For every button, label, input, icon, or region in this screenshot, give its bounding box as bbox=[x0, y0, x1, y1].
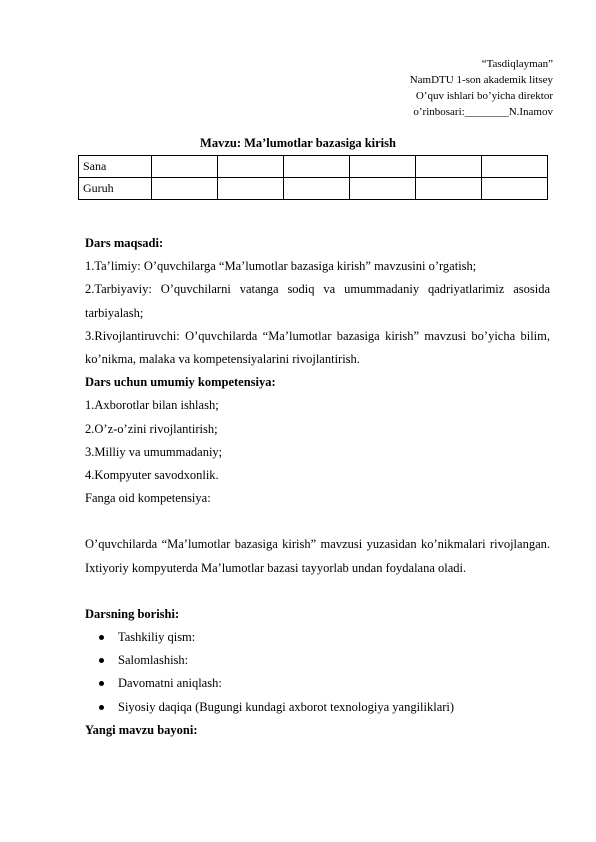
new-topic-heading: Yangi mavzu bayoni: bbox=[85, 722, 198, 737]
schedule-table bbox=[78, 155, 548, 200]
table-cell bbox=[284, 156, 350, 178]
table-row bbox=[79, 156, 548, 178]
spacer bbox=[85, 580, 550, 603]
approval-line: O’quv ishlari bo’yicha direktor bbox=[415, 90, 553, 102]
approval-line: “Tasdiqlayman” bbox=[481, 58, 553, 70]
table-row-label: Sana bbox=[79, 156, 152, 178]
goals-heading: Dars maqsadi: bbox=[85, 236, 164, 250]
bullet-icon bbox=[99, 681, 104, 686]
competence-heading: Dars uchun umumiy kompetensiya: bbox=[85, 375, 276, 390]
table-cell bbox=[350, 156, 416, 178]
table-cell bbox=[152, 156, 218, 178]
competence-item: 1.Axborotlar bilan ishlash; bbox=[85, 398, 219, 413]
table-cell bbox=[218, 156, 284, 178]
lesson-body bbox=[85, 232, 550, 742]
competence-item: 2.O’z-o’zini rivojlantirish; bbox=[85, 421, 218, 436]
table-row bbox=[79, 178, 548, 200]
bullet-icon bbox=[99, 658, 104, 663]
table-cell bbox=[482, 178, 548, 200]
bullet-icon bbox=[99, 705, 104, 710]
approval-line: o’rinbosari:________N.Inamov bbox=[413, 106, 553, 118]
page-title: Mavzu: Ma’lumotlar bazasiga kirish bbox=[200, 136, 396, 150]
goal-item: 3.Rivojlantiruvchi: O’quvchilarda “Ma’lumotlar bazasiga kirish” mavzusi bo’yicha bilim, ko’nikma, malaka va kompetensiyalarini rivojlantirish. bbox=[85, 328, 550, 367]
table-cell bbox=[350, 178, 416, 200]
bullet-icon bbox=[99, 635, 104, 640]
table-row-label: Guruh bbox=[79, 178, 152, 200]
outcome-paragraph: O’quvchilarda “Ma’lumotlar bazasiga kirish” mavzusi yuzasidan ko’nikmalari rivojlangan. Ixtiyoriy kompyuterda Ma’lumotlar bazasi tayyorlab undan foydalana oladi. bbox=[85, 537, 550, 575]
table-cell bbox=[416, 178, 482, 200]
goal-item: 1.Ta’limiy: O’quvchilarga “Ma’lumotlar bazasiga kirish” mavzusini o’rgatish; bbox=[85, 259, 477, 274]
table-cell bbox=[218, 178, 284, 200]
list-item bbox=[99, 649, 550, 672]
list-item-label: Salomlashish: bbox=[118, 653, 189, 668]
table-cell bbox=[284, 178, 350, 200]
competence-item: 3.Milliy va umummadaniy; bbox=[85, 444, 223, 459]
table-cell bbox=[482, 156, 548, 178]
competence-item: 4.Kompyuter savodxonlik. bbox=[85, 468, 219, 483]
list-item bbox=[99, 626, 550, 649]
list-item-label: Siyosiy daqiqa (Bugungi kundagi axborot texnologiya yangiliklari) bbox=[118, 699, 455, 714]
list-item bbox=[99, 672, 550, 695]
progress-list bbox=[85, 626, 550, 719]
approval-line: NamDTU 1-son akademik litsey bbox=[409, 74, 553, 86]
spacer bbox=[85, 510, 550, 533]
goal-item: 2.Tarbiyaviy: O’quvchilarni vatanga sodiq va umummadaniy qadriyatlarimiz asosida tarbiyalash; bbox=[85, 282, 550, 320]
table-cell bbox=[152, 178, 218, 200]
progress-heading: Darsning borishi: bbox=[85, 606, 180, 621]
list-item-label: Davomatni aniqlash: bbox=[118, 676, 222, 691]
list-item bbox=[99, 696, 550, 719]
subject-competence-label: Fanga oid kompetensiya: bbox=[85, 491, 211, 506]
list-item-label: Tashkiliy qism: bbox=[118, 630, 196, 645]
table-cell bbox=[416, 156, 482, 178]
approval-block bbox=[313, 56, 553, 120]
